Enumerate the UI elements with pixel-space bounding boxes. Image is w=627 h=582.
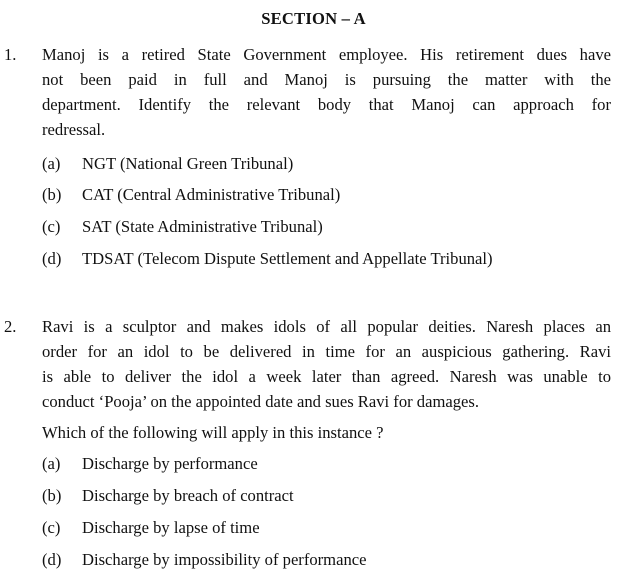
- option-text: NGT (National Green Tribunal): [82, 154, 294, 173]
- question-prompt: Which of the following will apply in this instance ?: [42, 423, 384, 442]
- question-text: [42, 42, 611, 142]
- option-d: [42, 248, 493, 270]
- question-line: department. Identify the relevant body that Manoj can approach for: [42, 95, 611, 114]
- question-line: Manoj is a retired State Government employee. His retirement dues have: [42, 45, 611, 64]
- option-letter: (d): [42, 550, 62, 569]
- option-text: Discharge by impossibility of performance: [82, 550, 367, 569]
- option-text: Discharge by breach of contract: [82, 486, 294, 505]
- question-number: 1.: [4, 45, 17, 64]
- option-a: [42, 453, 258, 475]
- section-title: SECTION – A: [261, 9, 366, 28]
- option-text: TDSAT (Telecom Dispute Settlement and Appellate Tribunal): [82, 249, 493, 268]
- option-letter: (b): [42, 486, 62, 505]
- question-line: conduct ‘Pooja’ on the appointed date and sues Ravi for damages.: [42, 392, 479, 411]
- question-line: redressal.: [42, 120, 106, 139]
- option-letter: (b): [42, 185, 62, 204]
- question-text: [42, 314, 611, 414]
- option-text: Discharge by lapse of time: [82, 518, 260, 537]
- question-line: is able to deliver the idol a week later than agreed. Naresh was unable to: [42, 367, 611, 386]
- option-c: [42, 216, 323, 238]
- option-text: CAT (Central Administrative Tribunal): [82, 185, 341, 204]
- option-letter: (c): [42, 518, 61, 537]
- question-line: not been paid in full and Manoj is pursuing the matter with the: [42, 70, 611, 89]
- option-letter: (d): [42, 249, 62, 268]
- option-letter: (a): [42, 454, 61, 473]
- question-line: order for an idol to be delivered in time for an auspicious gathering. Ravi: [42, 342, 611, 361]
- question-line: Ravi is a sculptor and makes idols of all popular deities. Naresh places an: [42, 317, 611, 336]
- option-text: SAT (State Administrative Tribunal): [82, 217, 323, 236]
- question-number: 2.: [4, 317, 17, 336]
- option-letter: (a): [42, 154, 61, 173]
- option-c: [42, 517, 260, 539]
- option-d: [42, 549, 366, 571]
- option-a: [42, 153, 293, 175]
- option-letter: (c): [42, 217, 61, 236]
- option-b: [42, 184, 340, 206]
- option-b: [42, 485, 294, 507]
- option-text: Discharge by performance: [82, 454, 258, 473]
